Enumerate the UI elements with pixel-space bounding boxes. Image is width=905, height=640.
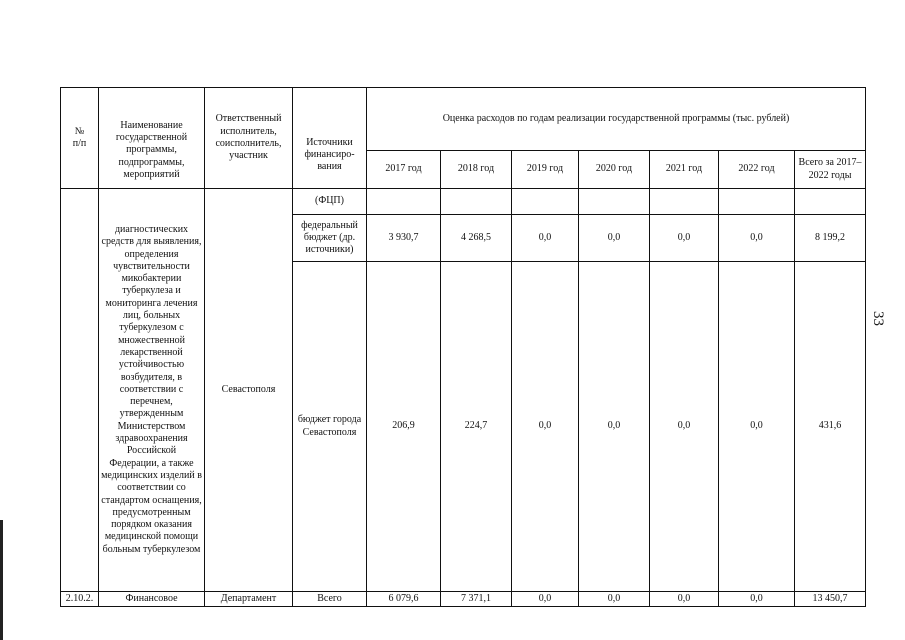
- budget-table: [60, 87, 866, 607]
- value-cell: [512, 189, 579, 215]
- value-cell: 6 079,6: [367, 592, 441, 607]
- next-row-num: 2.10.2.: [61, 592, 99, 607]
- value-cell: 0,0: [579, 592, 650, 607]
- value-cell: 0,0: [579, 215, 650, 262]
- value-cell: 0,0: [650, 215, 719, 262]
- block-name: диагностических средств для выявления, определения чувствительности микобактерии туберкулеза и мониторинга лечения лиц, больных туберкулезом с множественной лекарственной устойчивостью возбудителя, в соответствии с перечнем, утвержденным Министерством здравоохранения Российской Федерации, а также медицинских изделий в соответствии со стандартом оснащения, предусмотренным порядком оказания медицинской помощи больным туберкулезом: [99, 189, 205, 592]
- header-num: № п/п: [61, 88, 99, 189]
- value-cell: 0,0: [719, 262, 795, 592]
- next-row-responsible: Департамент: [205, 592, 293, 607]
- value-cell: 0,0: [650, 262, 719, 592]
- value-cell: 3 930,7: [367, 215, 441, 262]
- next-row-source: Всего: [293, 592, 367, 607]
- block-responsible: Севастополя: [205, 189, 293, 592]
- value-cell: [719, 189, 795, 215]
- value-cell: 13 450,7: [795, 592, 866, 607]
- source-city: бюджет города Севастополя: [293, 262, 367, 592]
- header-year-2020: 2020 год: [579, 151, 650, 189]
- value-cell: 206,9: [367, 262, 441, 592]
- num-cell-empty: [61, 189, 99, 592]
- header-name: Наименование государственной программы, подпрограммы, мероприятий: [99, 88, 205, 189]
- source-federal: федеральный бюджет (др. источники): [293, 215, 367, 262]
- value-cell: [795, 189, 866, 215]
- value-cell: 0,0: [512, 262, 579, 592]
- source-fcp: (ФЦП): [293, 189, 367, 215]
- value-cell: [367, 189, 441, 215]
- value-cell: 0,0: [512, 592, 579, 607]
- value-cell: 224,7: [441, 262, 512, 592]
- value-cell: 0,0: [579, 262, 650, 592]
- scan-edge-mark: [0, 520, 3, 640]
- value-cell: 0,0: [512, 215, 579, 262]
- header-estimate: Оценка расходов по годам реализации государственной программы (тыс. рублей): [367, 88, 866, 151]
- value-cell: [579, 189, 650, 215]
- next-row-name: Финансовое: [99, 592, 205, 607]
- value-cell: 8 199,2: [795, 215, 866, 262]
- header-year-2018: 2018 год: [441, 151, 512, 189]
- header-year-2021: 2021 год: [650, 151, 719, 189]
- value-cell: [441, 189, 512, 215]
- value-cell: [650, 189, 719, 215]
- header-year-2017: 2017 год: [367, 151, 441, 189]
- header-sources: Источники финансиро-вания: [293, 88, 367, 189]
- value-cell: 4 268,5: [441, 215, 512, 262]
- header-responsible: Ответственный исполнитель, соисполнитель, участник: [205, 88, 293, 189]
- page-number: 33: [870, 311, 886, 326]
- value-cell: 0,0: [719, 592, 795, 607]
- header-year-2019: 2019 год: [512, 151, 579, 189]
- value-cell: 431,6: [795, 262, 866, 592]
- value-cell: 0,0: [650, 592, 719, 607]
- header-year-total: Всего за 2017–2022 годы: [795, 151, 866, 189]
- value-cell: 7 371,1: [441, 592, 512, 607]
- value-cell: 0,0: [719, 215, 795, 262]
- header-year-2022: 2022 год: [719, 151, 795, 189]
